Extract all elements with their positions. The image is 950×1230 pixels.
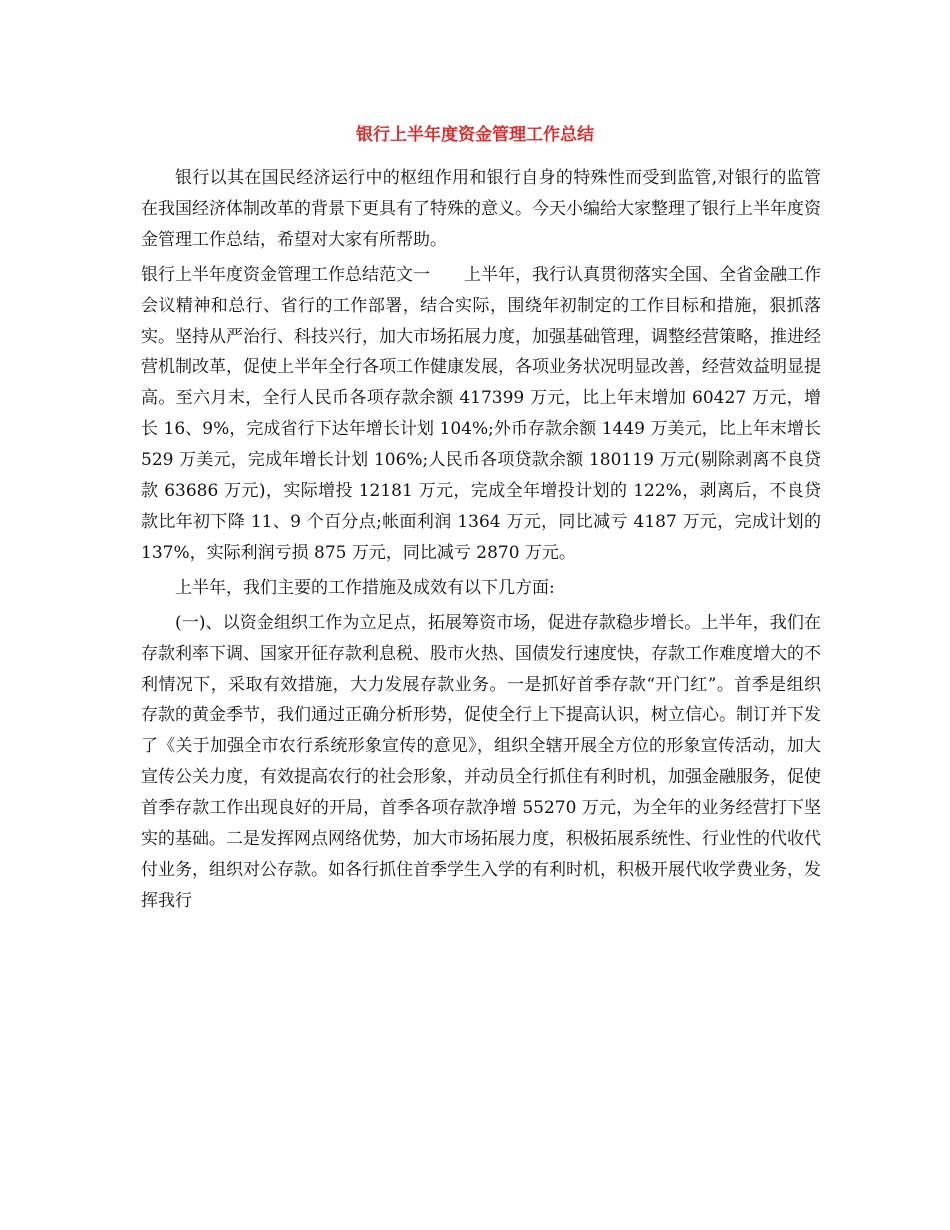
- intro-paragraph: 银行以其在国民经济运行中的枢纽作用和银行自身的特殊性而受到监管,对银行的监管在我国经济体制改革的背景下更具有了特殊的意义。今天小编给大家整理了银行上半年度资金管理工作总结，希望对大家有所帮助。: [141, 168, 821, 250]
- summary-paragraph: 银行上半年度资金管理工作总结范文一 上半年，我行认真贯彻落实全国、全省金融工作会议精神和总行、省行的工作部署，结合实际，围绕年初制定的工作目标和措施，狠抓落实。坚持从严治行、科技兴行，加大市场拓展力度，加强基础管理，调整经营策略，推进经营机制改革，促使上半年全行各项工作健康发展，各项业务状况明显改善，经营效益明显提高。至六月末，全行人民币各项存款余额 417399 万元，比上年末增加 60427 万元，增长 16、9%，完成省行下达年增长计划 104%;外币存款余额 1449 万美元，比上年末增长 529 万美元，完成年增长计划 106%;人民币各项贷款余额 180119 万元(剔除剥离不良贷款 63686 万元)，实际增投 12181 万元，完成全年增投计划的 122%，剥离后，不良贷款比年初下降 11、9 个百分点;帐面利润 1364 万元，同比减亏 4187 万元，完成计划的 137%，实际利润亏损 875 万元，同比减亏 2870 万元。: [141, 264, 821, 563]
- document-title: 银行上半年度资金管理工作总结: [356, 125, 594, 145]
- measure-one-paragraph: (一)、以资金组织工作为立足点，拓展筹资市场，促进存款稳步增长。上半年，我们在存款利率下调、国家开征存款利息税、股市火热、国债发行速度快，存款工作难度增大的不利情况下，采取有效措施，大力发展存款业务。一是抓好首季存款“开门红”。首季是组织存款的黄金季节，我们通过正确分析形势，促使全行上下提高认识，树立信心。制订并下发了《关于加强全市农行系统形象宣传的意见》，组织全辖开展全方位的形象宣传活动，加大宣传公关力度，有效提高农行的社会形象，并动员全行抓住有利时机，加强金融服务，促使首季存款工作出现良好的开局，首季各项存款净增 55270 万元，为全年的业务经营打下坚实的基础。二是发挥网点网络优势，加大市场拓展力度，积极拓展系统性、行业性的代收代付业务，组织对公存款。如各行抓住首季学生入学的有利时机，积极开展代收学费业务，发挥我行: [141, 612, 821, 911]
- measures-intro-paragraph: 上半年，我们主要的工作措施及成效有以下几方面:: [175, 577, 555, 598]
- document-body: [141, 163, 821, 917]
